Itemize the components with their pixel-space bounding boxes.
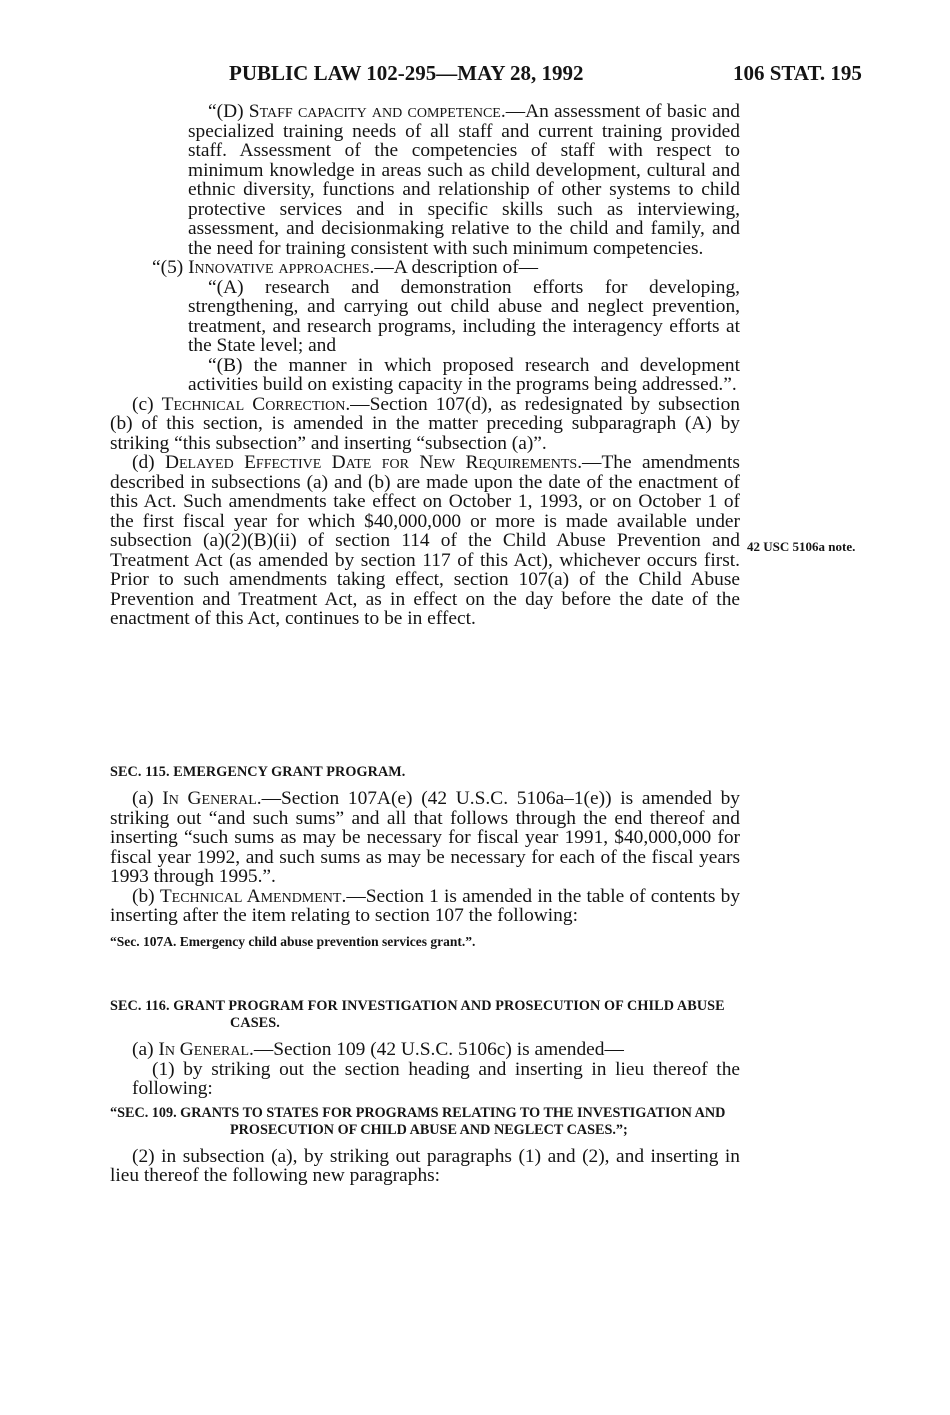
margin-note-usc: 42 USC 5106a note. xyxy=(747,539,856,554)
paragraph-amendment-item-1: (1) by striking out the section heading and inserting in lieu thereof the following: xyxy=(132,1058,740,1099)
section-heading-109-quoted: “SEC. 109. GRANTS TO STATES FOR PROGRAMS RELATING TO THE INVESTIGATION AND PROSECUTION OF CHILD ABUSE AND NEGLECT CASES.”; xyxy=(110,1104,726,1138)
paragraph-technical-correction: (c) Technical Correction.—Section 107(d), as redesignated by subsection (b) of this section, is amended in the matter preceding subparagraph (A) by striking “this subsection” and inserting “subsection (a)”. xyxy=(110,393,740,454)
paragraph-grant-program-general: (a) In General.—Section 109 (42 U.S.C. 5106c) is amended— xyxy=(132,1039,624,1060)
running-header-title: PUBLIC LAW 102-295—MAY 28, 1992 xyxy=(229,61,584,85)
paragraph-emergency-grant-general: (a) In General.—Section 107A(e) (42 U.S.C. 5106a–1(e)) is amended by striking out “and such sums” and all that follows through the end thereof and inserting “such sums as may be necessary for fiscal year 1991, $40,000,000 for fiscal year 1992, and such sums as may be necessary for each of the fiscal years 1993 through 1995.”. xyxy=(110,788,741,887)
section-heading-116: SEC. 116. GRANT PROGRAM FOR INVESTIGATION AND PROSECUTION OF CHILD ABUSE CASES. xyxy=(110,998,725,1031)
paragraph-staff-capacity: “(D) Staff capacity and competence.—An assessment of basic and specialized training needs of all staff and current training provided staff. Assessment of the competencies of staff with respect to minimum knowledge in areas such as child development, cultural and ethnic diversity, functions and relationship of other systems to child protective services and in specific skills such as interviewing, assessment, and decisionmaking relative to the child and family, and the need for training consistent with such minimum competencies. xyxy=(188,101,740,259)
paragraph-research-demonstration: “(A) research and demonstration efforts for developing, strengthening, and carrying out child abuse and neglect prevention, treatment, and research programs, including the interagency efforts at the State level; and xyxy=(188,276,740,356)
running-header-page-number: 106 STAT. 195 xyxy=(733,61,862,85)
text-column-sec-115 xyxy=(110,764,740,950)
section-heading-115: SEC. 115. EMERGENCY GRANT PROGRAM. xyxy=(110,764,406,780)
paragraph-delayed-effective-date: (d) Delayed Effective Date for New Requirements.—The amendments described in subsections (a) and (b) are made upon the date of the enactment of this Act. Such amendments take effect on October 1, 1993, or on October 1 of the first fiscal year for which $40,000,000 or more is made available under subsection (a)(2)(B)(ii) of section 114 of the Child Abuse Prevention and Treatment Act (as amended by section 117 of this Act), whichever occurs first. Prior to such amendments taking effect, section 107(a) of the Child Abuse Prevention and Treatment Act, as in effect on the day before the date of the enactment of this Act, continues to be in effect. xyxy=(110,452,740,629)
text-column-sec-116 xyxy=(110,998,740,1186)
table-of-contents-item: “Sec. 107A. Emergency child abuse prevention services grant.”. xyxy=(110,933,476,949)
text-column-top xyxy=(110,102,740,629)
paragraph-technical-amendment: (b) Technical Amendment.—Section 1 is amended in the table of contents by inserting after the item relating to section 107 the following: xyxy=(110,885,741,926)
paragraph-amendment-item-2: (2) in subsection (a), by striking out paragraphs (1) and (2), and inserting in lieu thereof the following new paragraphs: xyxy=(110,1145,740,1186)
paragraph-innovative-approaches: “(5) Innovative approaches.—A description of— xyxy=(152,257,539,278)
paragraph-research-development: “(B) the manner in which proposed research and development activities build on existing capacity in the programs being addressed.”. xyxy=(188,354,740,395)
